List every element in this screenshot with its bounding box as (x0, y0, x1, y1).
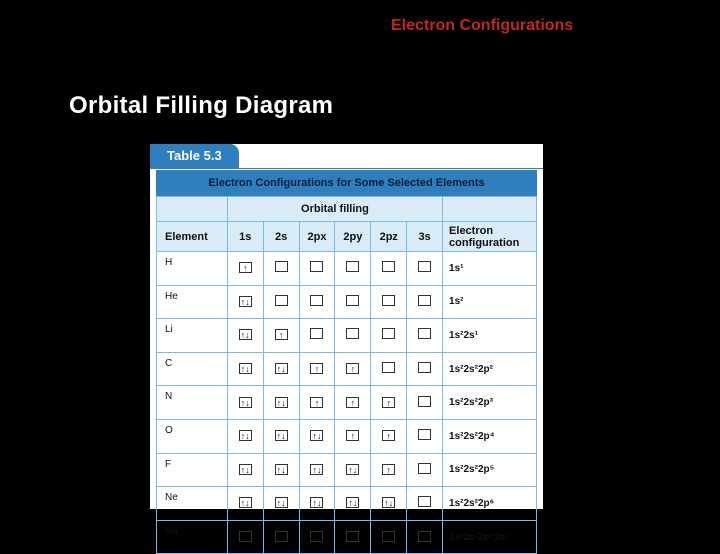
orbital-box: ↑↓ (348, 464, 358, 475)
orbital-box (346, 295, 359, 306)
orbital-box (418, 362, 431, 373)
element-symbol: O (157, 419, 228, 453)
orbital-cell (263, 319, 299, 353)
orbital-box (418, 496, 431, 507)
orbital-header-2px: 2px (299, 222, 335, 252)
orbital-cell (407, 453, 443, 487)
slide-heading: Orbital Filling Diagram (69, 92, 334, 119)
orbital-cell (371, 453, 407, 487)
orbital-box: ↑ (310, 363, 323, 374)
orbital-box: ↑↓ (276, 464, 286, 475)
orbital-box: ↑↓ (312, 431, 322, 442)
orbital-cell (407, 487, 443, 521)
orbital-cell (299, 285, 335, 319)
table-caption: Electron Configurations for Some Selected Elements (156, 170, 537, 196)
orbital-cell (227, 252, 263, 286)
orbital-cell (407, 386, 443, 420)
orbital-cell (227, 520, 263, 554)
orbital-filling-header: Orbital filling (227, 197, 442, 222)
orbital-cell (371, 252, 407, 286)
orbital-header-2py: 2py (335, 222, 371, 252)
electron-configuration: 1s² (443, 285, 537, 319)
orbital-cell (299, 419, 335, 453)
element-symbol: Ne (157, 487, 228, 521)
orbital-box: ↑↓ (276, 532, 286, 543)
orbital-cell (299, 319, 335, 353)
orbital-box (275, 295, 288, 306)
orbital-cell (263, 252, 299, 286)
orbital-box: ↑↓ (348, 498, 358, 509)
electron-configuration: 1s²2s²2p⁵ (443, 453, 537, 487)
table-row (157, 419, 537, 453)
orbital-box: ↑↓ (312, 532, 322, 543)
orbital-box: ↑ (310, 397, 323, 408)
electron-configuration: 1s²2s¹ (443, 319, 537, 353)
orbital-box: ↑ (346, 397, 359, 408)
electron-configuration: 1s²2s²2p⁴ (443, 419, 537, 453)
orbital-header-2s: 2s (263, 222, 299, 252)
orbital-cell (299, 386, 335, 420)
orbital-box: ↑ (275, 329, 288, 340)
orbital-box (382, 362, 395, 373)
orbital-box (418, 328, 431, 339)
orbital-box (418, 261, 431, 272)
electron-configuration: 1s²2s²2p⁶3s¹ (443, 520, 537, 554)
orbital-box: ↑↓ (348, 532, 358, 543)
orbital-box (310, 261, 323, 272)
orbital-cell (227, 285, 263, 319)
orbital-box: ↑ (239, 262, 252, 273)
orbital-cell (407, 319, 443, 353)
header-blank-left (157, 197, 228, 222)
orbital-box: ↑↓ (240, 296, 250, 307)
element-symbol: C (157, 352, 228, 386)
orbital-cell (407, 352, 443, 386)
orbital-box: ↑↓ (312, 498, 322, 509)
orbital-cell (299, 252, 335, 286)
table-label: Table 5.3 (150, 144, 239, 168)
orbital-box (382, 328, 395, 339)
orbital-box (418, 295, 431, 306)
orbital-cell (335, 252, 371, 286)
orbital-box: ↑↓ (240, 532, 250, 543)
orbital-cell (335, 319, 371, 353)
element-symbol: Na (157, 520, 228, 554)
orbital-box: ↑↓ (240, 498, 250, 509)
orbital-cell (263, 487, 299, 521)
table-row (157, 285, 537, 319)
element-column-header: Element (157, 222, 228, 252)
orbital-cell (263, 352, 299, 386)
orbital-cell (227, 487, 263, 521)
element-symbol: F (157, 453, 228, 487)
table-body (157, 252, 537, 554)
electron-config-table (150, 144, 543, 543)
orbital-table (156, 196, 537, 554)
electron-configuration: 1s²2s²2p³ (443, 386, 537, 420)
orbital-box: ↑ (382, 397, 395, 408)
orbital-header-3s: 3s (407, 222, 443, 252)
orbital-cell (407, 419, 443, 453)
orbital-box: ↑↓ (240, 431, 250, 442)
orbital-box (382, 295, 395, 306)
orbital-cell (371, 520, 407, 554)
orbital-cell (227, 352, 263, 386)
orbital-cell (335, 352, 371, 386)
element-symbol: Li (157, 319, 228, 353)
table-row (157, 319, 537, 353)
orbital-cell (371, 352, 407, 386)
orbital-box (346, 328, 359, 339)
orbital-cell (299, 520, 335, 554)
header-blank-right (443, 197, 537, 222)
config-column-header: Electron configuration (443, 222, 537, 252)
orbital-cell (227, 453, 263, 487)
orbital-box (418, 396, 431, 407)
orbital-box: ↑↓ (240, 464, 250, 475)
orbital-cell (371, 419, 407, 453)
table-row (157, 453, 537, 487)
orbital-cell (227, 319, 263, 353)
orbital-cell (227, 386, 263, 420)
table-row (157, 386, 537, 420)
table-row (157, 520, 537, 554)
orbital-cell (407, 252, 443, 286)
orbital-box: ↑ (346, 363, 359, 374)
orbital-box (346, 261, 359, 272)
orbital-box: ↑ (382, 464, 395, 475)
element-symbol: N (157, 386, 228, 420)
orbital-box (418, 429, 431, 440)
table-row (157, 487, 537, 521)
orbital-box: ↑↓ (276, 397, 286, 408)
orbital-cell (335, 487, 371, 521)
orbital-cell (371, 319, 407, 353)
orbital-cell (299, 352, 335, 386)
element-symbol: He (157, 285, 228, 319)
orbital-box: ↑↓ (312, 464, 322, 475)
table-label-rule (150, 168, 543, 169)
orbital-box: ↑↓ (276, 364, 286, 375)
orbital-header-2pz: 2pz (371, 222, 407, 252)
orbital-cell (335, 453, 371, 487)
orbital-box: ↑↓ (240, 397, 250, 408)
orbital-cell (335, 419, 371, 453)
orbital-cell (371, 285, 407, 319)
orbital-box: ↑↓ (384, 498, 394, 509)
orbital-box: ↑ (418, 531, 431, 542)
orbital-cell (335, 285, 371, 319)
table-row (157, 252, 537, 286)
table-row (157, 352, 537, 386)
orbital-cell (371, 386, 407, 420)
orbital-box: ↑↓ (240, 364, 250, 375)
element-symbol: H (157, 252, 228, 286)
orbital-cell (407, 285, 443, 319)
orbital-cell (335, 386, 371, 420)
orbital-box (310, 295, 323, 306)
orbital-box: ↑↓ (240, 330, 250, 341)
orbital-cell (371, 487, 407, 521)
orbital-cell (299, 487, 335, 521)
orbital-cell (263, 386, 299, 420)
orbital-cell (263, 419, 299, 453)
orbital-box (310, 328, 323, 339)
electron-configuration: 1s²2s²2p⁶ (443, 487, 537, 521)
orbital-cell (407, 520, 443, 554)
orbital-box: ↑ (382, 430, 395, 441)
orbital-box: ↑↓ (276, 431, 286, 442)
orbital-cell (227, 419, 263, 453)
electron-configuration: 1s¹ (443, 252, 537, 286)
orbital-box: ↑↓ (384, 532, 394, 543)
orbital-cell (263, 453, 299, 487)
orbital-box: ↑ (346, 430, 359, 441)
slide-top-title: Electron Configurations (391, 17, 574, 34)
orbital-cell (263, 285, 299, 319)
orbital-box (275, 261, 288, 272)
orbital-header-1s: 1s (227, 222, 263, 252)
orbital-cell (299, 453, 335, 487)
orbital-box (418, 463, 431, 474)
orbital-cell (335, 520, 371, 554)
orbital-cell (263, 520, 299, 554)
orbital-box (382, 261, 395, 272)
orbital-box: ↑↓ (276, 498, 286, 509)
electron-configuration: 1s²2s²2p² (443, 352, 537, 386)
